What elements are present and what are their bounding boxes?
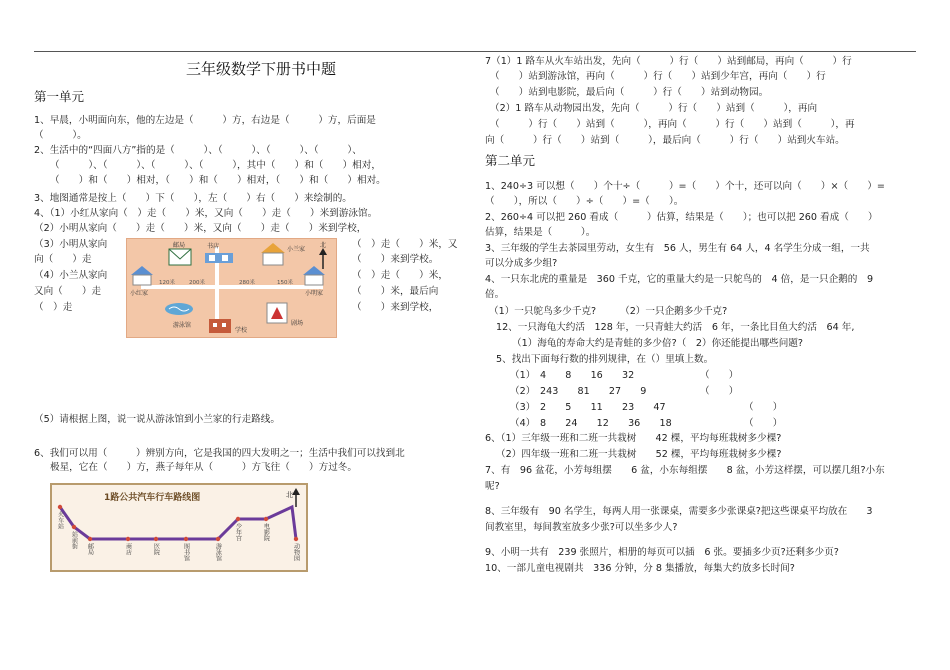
route-stop-label: 游泳馆 xyxy=(214,543,222,561)
map-label-post: 邮局 xyxy=(173,242,186,249)
right-line: 3、三年级的学生去茶园里劳动，女生有 56 人，男生有 64 人，4 名学生分成一组，一共 xyxy=(485,243,870,254)
top-rule xyxy=(34,51,916,52)
route-stop-label: 商店 xyxy=(124,543,132,555)
route-stop xyxy=(216,537,220,541)
map-label-xiaoming: 小明家 xyxy=(305,290,324,297)
seq-label: （2） xyxy=(510,386,536,397)
north-arrow-icon xyxy=(319,248,327,269)
route-stop xyxy=(88,537,92,541)
map-label-pool: 游泳馆 xyxy=(173,322,192,329)
right-of-map-line: （ ）来到学校， xyxy=(352,302,439,313)
route-stop-label: 医院 xyxy=(152,543,160,555)
map-distance-1: 120米 xyxy=(159,280,175,286)
route-stop xyxy=(154,537,158,541)
map-distance-3: 280米 xyxy=(239,280,255,286)
q4-3-line: 向（ ）走 xyxy=(34,254,92,265)
seq-blank: （ ） xyxy=(700,386,739,397)
seq-label: （1） xyxy=(510,370,536,381)
q4-5-line: （5）请根据上图，说一说从游泳馆到小兰家的行走路线。 xyxy=(34,414,280,425)
q4-4-line: 又向（ ）走 xyxy=(34,286,102,297)
right-of-map-line: （ ）走（ ）米， xyxy=(352,270,448,281)
q6-line: 6、我们可以用（ ）辨别方向，它是我国的四大发明之一；生活中我们可以找到北 xyxy=(34,448,405,459)
route-stop xyxy=(72,525,76,529)
q7-line: 7（1）1 路车从火车站出发，先向（ ）行（ ）站到邮局，再向（ ）行 xyxy=(485,56,852,67)
q7b-line: 7、有 96 盆花，小芳每组摆 6 盆，小东每组摆 8 盆，小芳这样摆，可以摆几组?小东 xyxy=(485,465,885,476)
unit2-heading: 第二单元 xyxy=(485,153,536,168)
route-stop xyxy=(126,537,130,541)
left-line: （ ）、（ ）、（ ）、（ ），其中（ ）和（ ）相对， xyxy=(50,160,381,171)
seq-blank: （ ） xyxy=(700,370,739,381)
left-line: （2）小明从家向（ ）走（ ）米，又向（ ）走（ ）米到学校， xyxy=(34,223,367,234)
page-title: 三年级数学下册书中题 xyxy=(186,60,337,78)
q9-line: 9、小明一共有 239 张照片，相册的每页可以插 6 张。要插多少页?还剩多少页? xyxy=(485,547,839,558)
route-line xyxy=(60,507,296,539)
seq-numbers: 4 8 16 32 xyxy=(540,370,635,381)
route-stop-label: 少年宫 xyxy=(234,523,242,541)
route-stop-label: 邮局 xyxy=(86,543,94,555)
seq-blank: （ ） xyxy=(744,418,783,429)
seq-numbers: 243 81 27 9 xyxy=(540,386,647,397)
seq-label: （4） xyxy=(510,418,536,429)
right-of-map-line: （ ）来到学校。 xyxy=(352,254,439,265)
map-label-school: 学校 xyxy=(235,327,248,334)
xiaolan-house-icon xyxy=(261,243,285,265)
right-line: 可以分成多少组? xyxy=(485,258,558,269)
right-line: （ ），所以（ ）÷（ ）=（ ）。 xyxy=(485,196,684,207)
left-line: 1、早晨，小明面向东，他的左边是（ ）方，右边是（ ）方，后面是 xyxy=(34,115,376,126)
map-label-theater: 剧场 xyxy=(291,320,304,327)
q7b-line: 呢? xyxy=(485,481,500,492)
left-line: （ ）和（ ）相对，（ ）和（ ）相对，（ ）和（ ）相对。 xyxy=(50,175,386,186)
bus-route-map xyxy=(50,483,308,572)
route-stop-label: 动物园 xyxy=(292,543,300,561)
map-distance-4: 150米 xyxy=(277,280,293,286)
right-of-map-line: （ ）走（ ）米，又 xyxy=(352,239,458,250)
map-distance-2: 200米 xyxy=(189,280,205,286)
left-line: （ ）。 xyxy=(34,130,87,141)
school-icon xyxy=(209,319,231,333)
q7-line: （ ）站到电影院，最后向（ ）行（ ）站到动物园。 xyxy=(490,87,769,98)
right-line: 12、一只海龟大约活 128 年，一只青蛙大约活 6 年，一条比目鱼大约活 64 年, xyxy=(496,322,855,333)
seq-label: （3） xyxy=(510,402,536,413)
q7-line: （2）1 路车从动物园出发，先向（ ）行（ ）站到（ ），再向 xyxy=(490,103,818,114)
left-line: 4、（1）小红从家向（ ）走（ ）米，又向（ ）走（ ）米到游泳馆。 xyxy=(34,208,378,219)
route-stop xyxy=(294,537,298,541)
q4-3-line: （3）小明从家向 xyxy=(34,239,108,250)
route-stop xyxy=(58,505,62,509)
left-line: 2、生活中的“四面八方”指的是（ ）、（ ）、（ ）、（ ）、 xyxy=(34,145,362,156)
route-stop xyxy=(236,517,240,521)
post-office-icon xyxy=(169,249,191,265)
right-of-map-line: （ ）米，最后向 xyxy=(352,286,439,297)
q7-line: （ ）站到游泳馆，再向（ ）行（ ）站到少年宫，再向（ ）行 xyxy=(490,71,826,82)
xiaoming-house-icon xyxy=(303,266,325,285)
right-line: 估算，结果是（ ）。 xyxy=(485,227,596,238)
route-north-arrow-icon xyxy=(292,488,300,507)
seq-numbers: 2 5 11 23 47 xyxy=(540,402,666,413)
right-line: （1）海龟的寿命大约是青蛙的多少倍?（ 2）你还能提出哪些问题? xyxy=(512,338,804,349)
route-title: 1路公共汽车行车路线图 xyxy=(104,493,201,503)
q6-line: 极星，它在（ ）方，燕子每年从（ ）方飞往（ ）方过冬。 xyxy=(50,462,357,473)
swimming-pool-icon xyxy=(165,303,193,315)
seq-numbers: 8 24 12 36 18 xyxy=(540,418,672,429)
q6r-line: （2）四年级一班和二班一共栽树 52 棵，平均每班栽树多少棵? xyxy=(496,449,782,460)
right-line: 4、一只东北虎的重量是 360 千克，它的重量大约是一只鸵鸟的 4 倍，是一只企鹅的 9 xyxy=(485,274,874,285)
q7-line: 向（ ）行（ ）站到（ ），最后向（ ）行（ ）站到火车站。 xyxy=(485,135,845,146)
unit1-heading: 第一单元 xyxy=(34,89,85,104)
right-line: （1）一只鸵鸟多少千克? （2）一只企鹅多少千克? xyxy=(489,306,728,317)
map-label-xiaohong: 小红家 xyxy=(130,290,149,297)
map-label-north: 北 xyxy=(320,242,327,249)
left-line: 3、地图通常是按上（ ）下（ ），左（ ）右（ ）来绘制的。 xyxy=(34,193,352,204)
route-stop xyxy=(184,537,188,541)
route-stop-label: 电影院 xyxy=(262,523,270,541)
route-label-north: 北 xyxy=(286,491,293,499)
q10-line: 10、一部儿童电视剧共 336 分钟，分 8 集播放，每集大约放多长时间? xyxy=(485,563,795,574)
route-stop-label: 火车站 xyxy=(56,511,64,529)
right-line: 倍。 xyxy=(485,289,505,300)
route-stop-label: 图书馆 xyxy=(182,543,190,561)
seq-blank: （ ） xyxy=(744,402,783,413)
right-line: 5、找出下面每行数的排列规律，在（）里填上数。 xyxy=(496,354,714,365)
q8-line: 8、三年级有 90 名学生，每两人用一张课桌，需要多少张课桌?把这些课桌平均放在 3 xyxy=(485,506,873,517)
bookstore-icon xyxy=(205,253,233,263)
q8-line: 间教室里，每间教室放多少张?可以坐多少人? xyxy=(485,522,678,533)
route-stop-label: 站前街 xyxy=(70,531,78,549)
q7-line: （ ）行（ ）站到（ ），再向（ ）行（ ）站到（ ），再 xyxy=(490,119,855,130)
neighborhood-map xyxy=(126,238,337,338)
right-line: 2、260÷4 可以把 260 看成（ ）估算，结果是（ ）；也可以把 260 看成（ ） xyxy=(485,212,878,223)
right-line: 1、240÷3 可以想（ ）个十÷（ ）=（ ）个十，还可以向（ ）×（ ）= xyxy=(485,181,885,192)
q6r-line: 6、（1）三年级一班和二班一共栽树 42 棵，平均每班栽树多少棵? xyxy=(485,433,782,444)
q4-4-line: （4）小兰从家向 xyxy=(34,270,108,281)
map-label-xiaolan: 小兰家 xyxy=(287,246,306,253)
q4-4-line: （ ）走 xyxy=(34,302,73,313)
route-stop xyxy=(264,517,268,521)
theater-icon xyxy=(267,303,287,323)
map-label-books: 书店 xyxy=(207,243,220,250)
xiaohong-house-icon xyxy=(131,266,153,285)
